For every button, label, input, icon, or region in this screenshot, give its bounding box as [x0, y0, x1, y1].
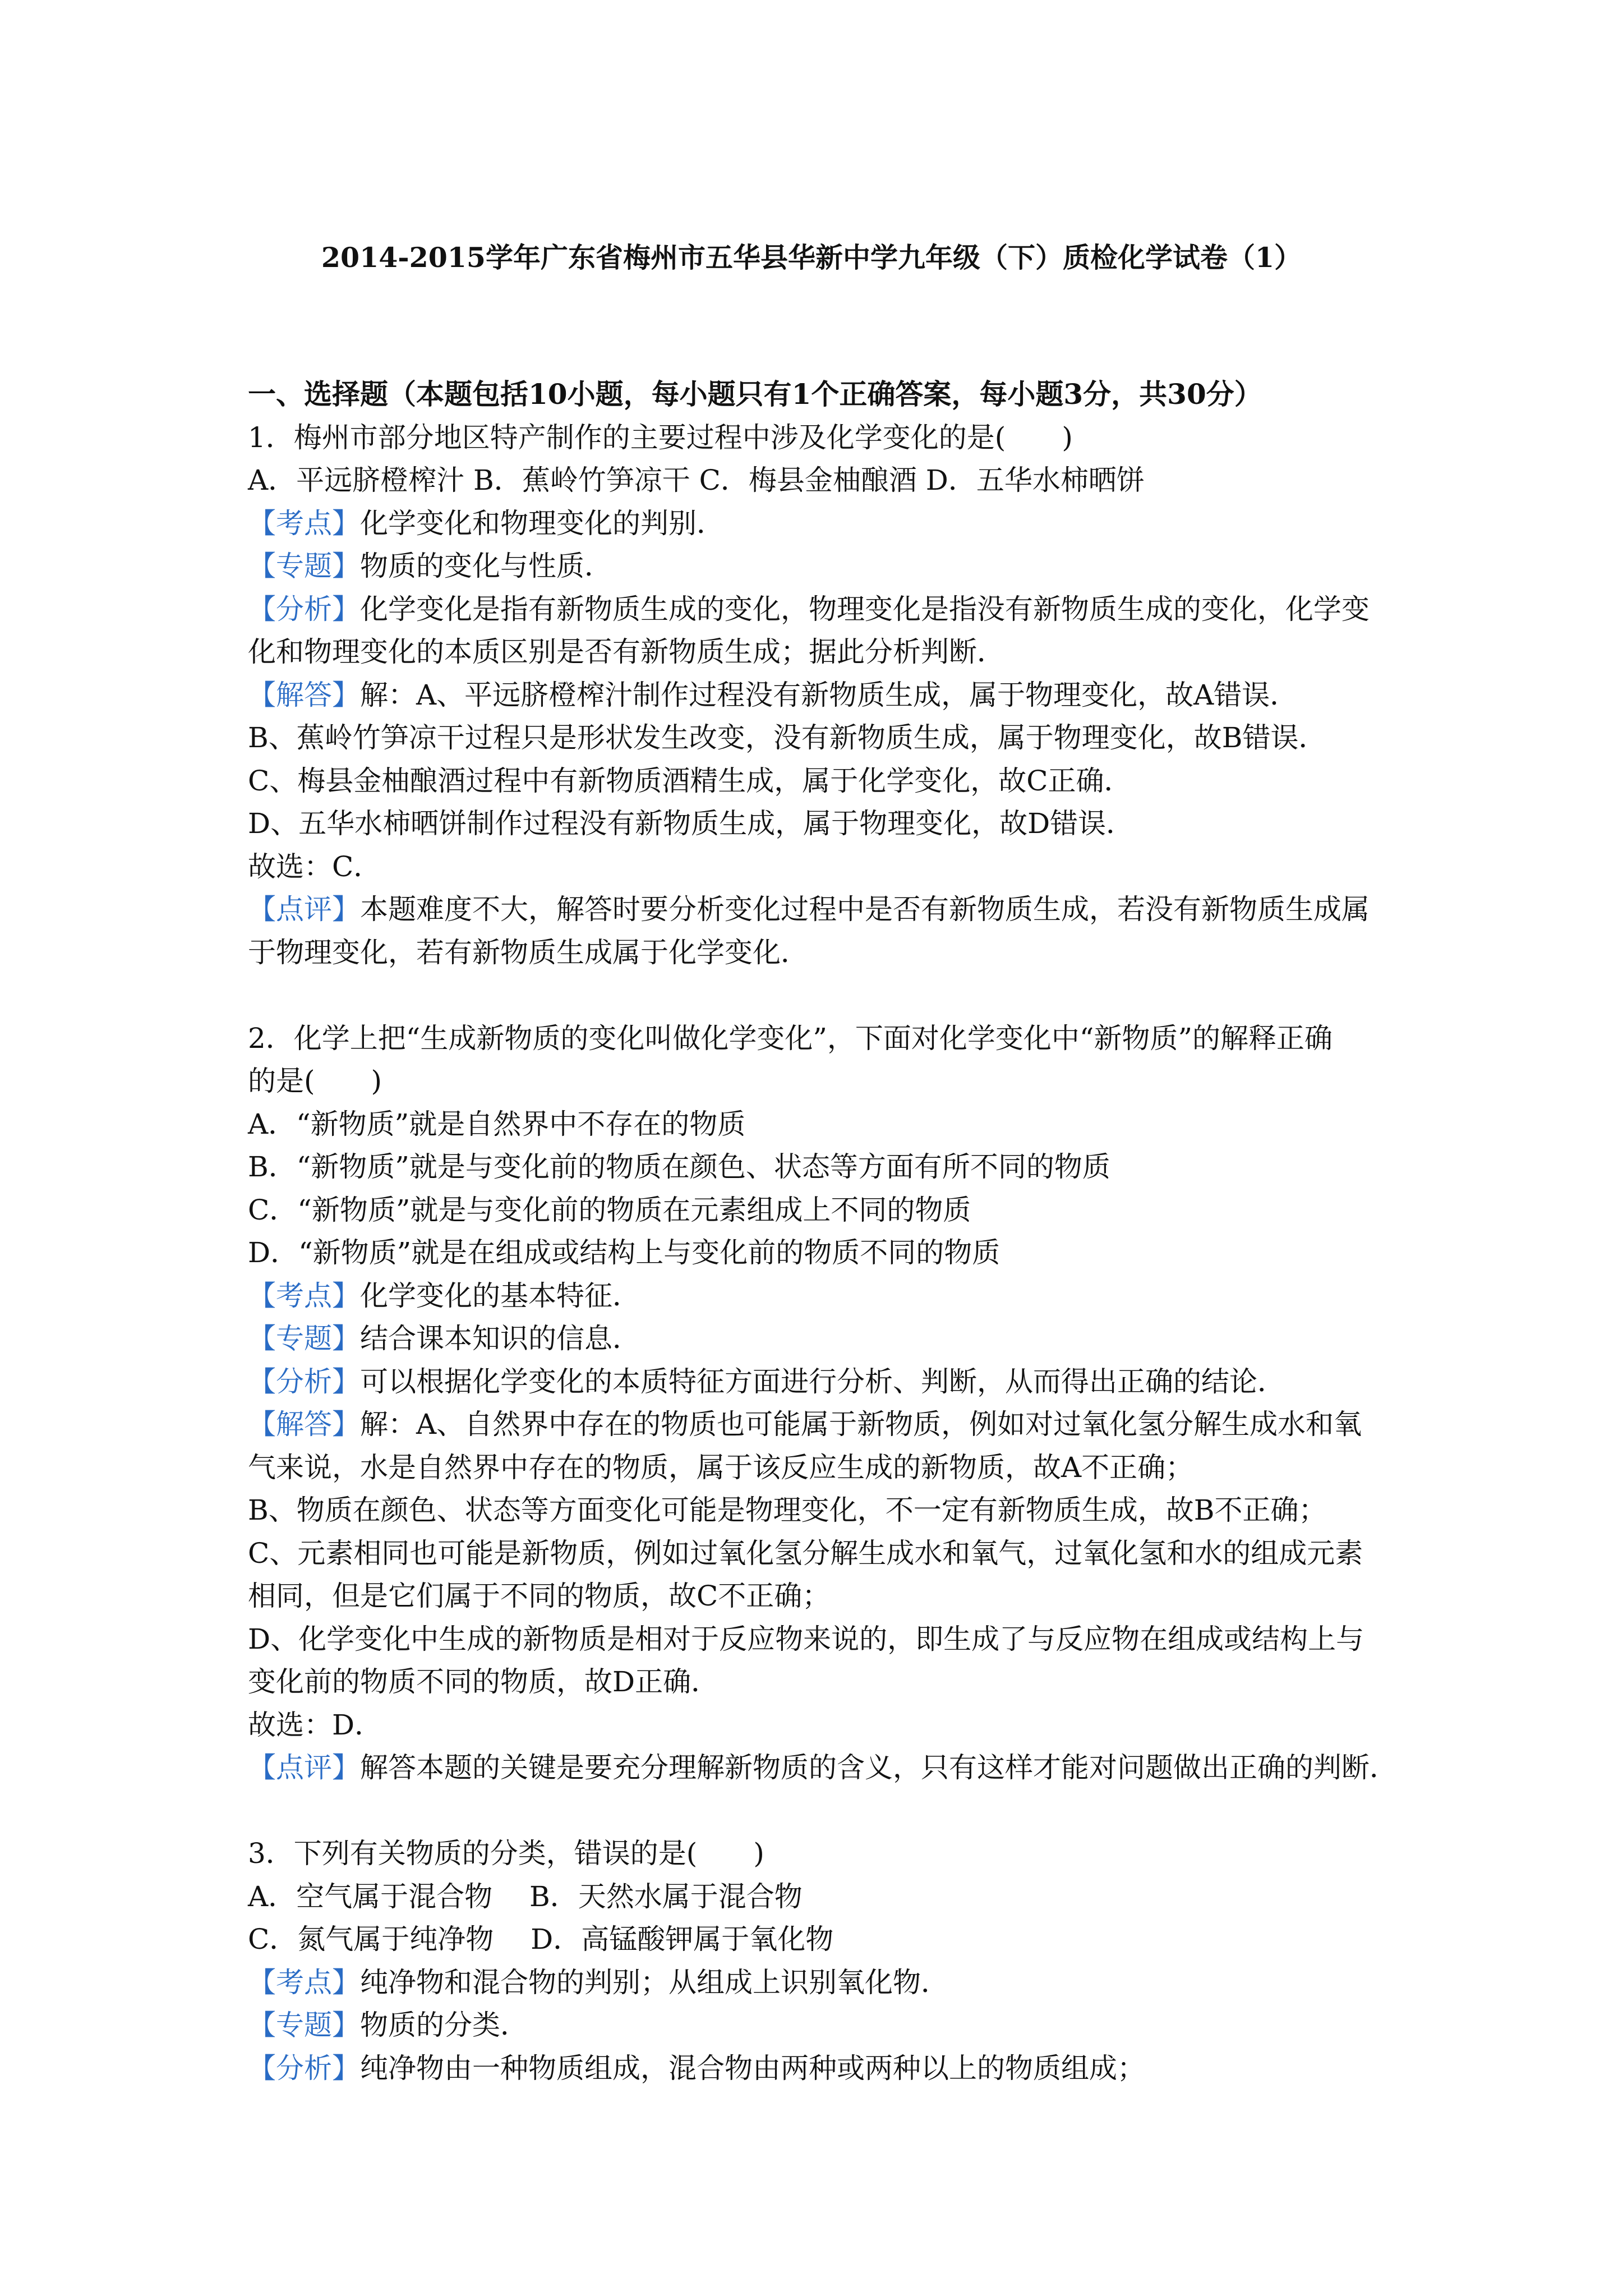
question-1-options: A．平远脐橙榨汁 B．蕉岭竹笋凉干 C．梅县金柚酿酒 D．五华水柿晒饼	[248, 464, 1145, 496]
question-2-zhuanti	[248, 1317, 1398, 1360]
question-2-fenxi	[248, 1360, 1398, 1404]
question-2-dianping	[248, 1746, 1398, 1789]
question-1-dianping-cont: 于物理变化，若有新物质生成属于化学变化．	[248, 936, 809, 969]
fenxi-tag: 【分析】	[248, 2051, 360, 2085]
section-heading: 一、选择题（本题包括10小题，每小题只有1个正确答案，每小题3分，共30分）	[248, 378, 1262, 411]
zhuanti-text: 物质的分类．	[360, 2009, 528, 2041]
jieda-tag: 【解答】	[248, 1408, 360, 1441]
question-3-kaodian	[248, 1961, 1398, 2004]
question-2-jieda-b: B、物质在颜色、状态等方面变化可能是物理变化，不一定有新物质生成，故B不正确；	[248, 1494, 1327, 1526]
kaodian-text: 纯净物和混合物的判别；从组成上识别氧化物．	[360, 1966, 949, 1999]
kaodian-tag: 【考点】	[248, 1966, 360, 1999]
kaodian-text: 化学变化的基本特征．	[360, 1279, 640, 1312]
question-2-option-a: A．“新物质”就是自然界中不存在的物质	[248, 1107, 746, 1140]
zhuanti-text: 结合课本知识的信息．	[360, 1322, 640, 1355]
kaodian-tag: 【考点】	[248, 507, 360, 540]
jieda-text: 解：A、平远脐橙榨汁制作过程没有新物质生成，属于物理变化，故A错误．	[360, 678, 1298, 711]
question-2-kaodian	[248, 1274, 1398, 1318]
zhuanti-text: 物质的变化与性质．	[360, 550, 612, 582]
question-2-stem-cont: 的是( )	[248, 1065, 382, 1097]
question-2-jieda-d: D、化学变化中生成的新物质是相对于反应物来说的，即生成了与反应物在组成或结构上与	[248, 1622, 1364, 1655]
fenxi-tag: 【分析】	[248, 1365, 360, 1398]
page-title: 2014-2015学年广东省梅州市五华县华新中学九年级（下）质检化学试卷（1）	[321, 241, 1302, 274]
question-1-fenxi-cont: 化和物理变化的本质区别是否有新物质生成；据此分析判断．	[248, 636, 1005, 668]
dianping-tag: 【点评】	[248, 1751, 360, 1784]
question-1-dianping	[248, 888, 1398, 931]
jieda-tag: 【解答】	[248, 678, 360, 711]
question-2-option-b: B．“新物质”就是与变化前的物质在颜色、状态等方面有所不同的物质	[248, 1151, 1110, 1183]
kaodian-tag: 【考点】	[248, 1279, 360, 1312]
question-3-options-cd: C．氮气属于纯净物 D．高锰酸钾属于氧化物	[248, 1923, 834, 1955]
zhuanti-tag: 【专题】	[248, 1322, 360, 1355]
question-1-fenxi	[248, 588, 1398, 631]
dianping-tag: 【点评】	[248, 893, 360, 926]
question-1-kaodian	[248, 502, 1398, 545]
question-1-jieda-b: B、蕉岭竹笋凉干过程只是形状发生改变，没有新物质生成，属于物理变化，故B错误．	[248, 721, 1327, 754]
question-1	[248, 416, 1398, 974]
question-1-jieda	[248, 674, 1398, 717]
question-1-zhuanti	[248, 545, 1398, 588]
spacer	[248, 1789, 1398, 1833]
question-2	[248, 1017, 1398, 1789]
question-3-options-ab: A．空气属于混合物 B．天然水属于混合物	[248, 1880, 803, 1913]
fenxi-text: 可以根据化学变化的本质特征方面进行分析、判断，从而得出正确的结论．	[360, 1365, 1285, 1398]
fenxi-tag: 【分析】	[248, 592, 360, 625]
dianping-text: 解答本题的关键是要充分理解新物质的含义，只有这样才能对问题做出正确的判断．	[360, 1751, 1398, 1784]
question-2-jieda-cont: 气来说，水是自然界中存在的物质，属于该反应生成的新物质，故A不正确；	[248, 1451, 1194, 1484]
question-2-jieda-c-cont: 相同，但是它们属于不同的物质，故C不正确；	[248, 1580, 831, 1612]
question-3-stem: 3．下列有关物质的分类，错误的是( )	[248, 1837, 764, 1870]
zhuanti-tag: 【专题】	[248, 2009, 360, 2041]
question-2-jieda-c: C、元素相同也可能是新物质，例如过氧化氢分解生成水和氧气，过氧化氢和水的组成元素	[248, 1536, 1363, 1570]
question-2-option-d: D．“新物质”就是在组成或结构上与变化前的物质不同的物质	[248, 1236, 1000, 1269]
question-2-stem: 2．化学上把“生成新物质的变化叫做化学变化”，下面对化学变化中“新物质”的解释正确	[248, 1022, 1333, 1055]
document-body	[248, 373, 1398, 2090]
question-1-stem: 1．梅州市部分地区特产制作的主要过程中涉及化学变化的是( )	[248, 421, 1073, 454]
jieda-text: 解：A、自然界中存在的物质也可能属于新物质，例如对过氧化氢分解生成水和氧	[360, 1408, 1362, 1441]
question-3-zhuanti	[248, 2004, 1398, 2047]
fenxi-text: 纯净物由一种物质组成，混合物由两种或两种以上的物质组成；	[360, 2051, 1145, 2085]
spacer	[248, 974, 1398, 1017]
question-2-answer: 故选：D．	[248, 1708, 383, 1741]
question-1-jieda-c: C、梅县金柚酿酒过程中有新物质酒精生成，属于化学变化，故C正确．	[248, 764, 1132, 797]
question-2-option-c: C．“新物质”就是与变化前的物质在元素组成上不同的物质	[248, 1193, 971, 1226]
question-3	[248, 1832, 1398, 2090]
question-1-answer: 故选：C．	[248, 850, 382, 883]
dianping-text: 本题难度不大，解答时要分析变化过程中是否有新物质生成，若没有新物质生成属	[360, 893, 1370, 926]
question-3-fenxi	[248, 2047, 1398, 2090]
question-2-jieda	[248, 1403, 1398, 1446]
question-2-jieda-d-cont: 变化前的物质不同的物质，故D正确．	[248, 1665, 720, 1698]
zhuanti-tag: 【专题】	[248, 550, 360, 582]
question-1-jieda-d: D、五华水柿晒饼制作过程没有新物质生成，属于物理变化，故D错误．	[248, 807, 1135, 840]
kaodian-text: 化学变化和物理变化的判别．	[360, 507, 725, 540]
fenxi-text: 化学变化是指有新物质生成的变化，物理变化是指没有新物质生成的变化，化学变	[360, 592, 1370, 625]
